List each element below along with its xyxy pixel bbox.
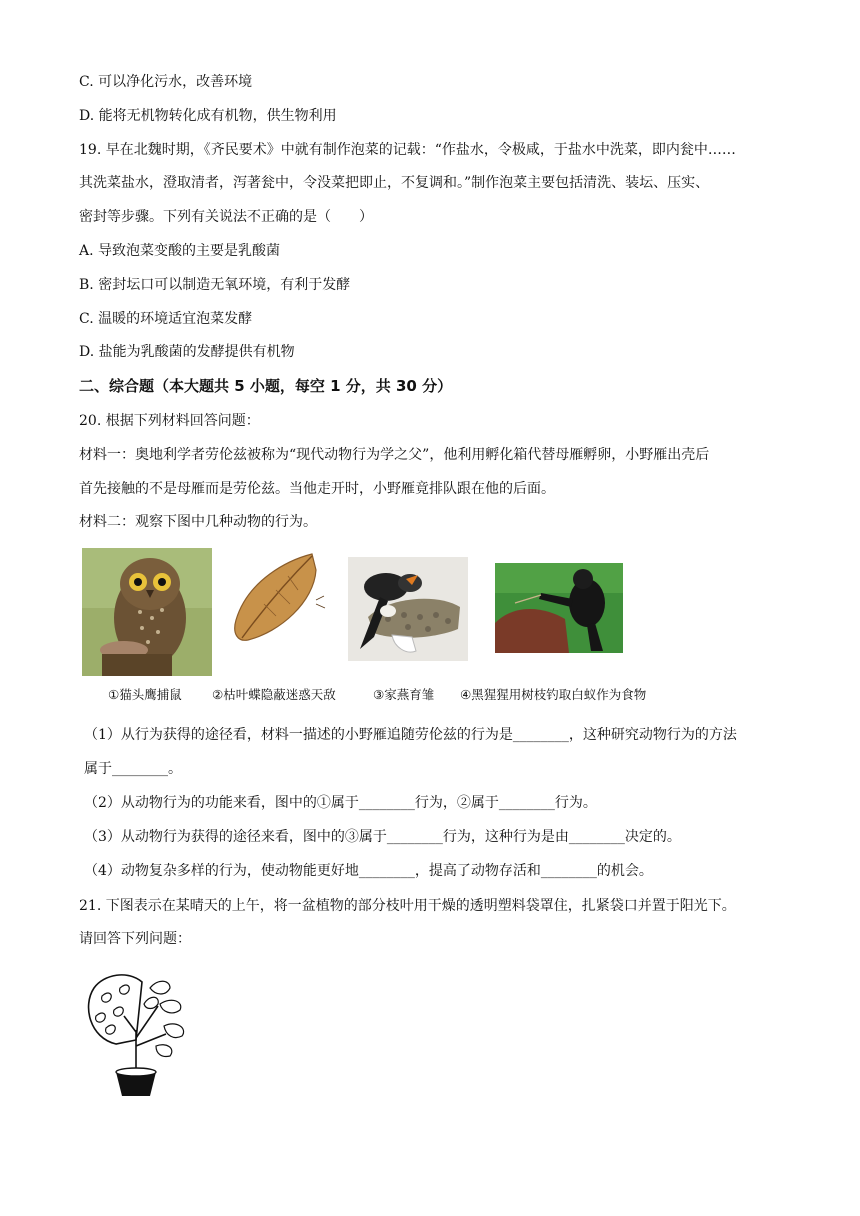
caption-swallow: ③家燕育雏 (373, 687, 435, 702)
chimpanzee-photo (495, 563, 623, 653)
q21-stem-line2: 请回答下列问题： (79, 931, 191, 947)
caption-chimpanzee: ④黑猩猩用树枝钓取白蚁作为食物 (460, 687, 647, 702)
q19-option-c: C. 温暖的环境适宜泡菜发酵 (79, 311, 253, 327)
owl-photo (82, 548, 212, 676)
q19-stem-line1: 19. 早在北魏时期，《齐民要术》中就有制作泡菜的记载：“作盐水，令极咸，于盐水中洗菜，即内瓮中…… (79, 142, 736, 158)
butterfly-leaf-photo (228, 550, 326, 646)
q20-part4: （4）动物复杂多样的行为，使动物能更好地________，提高了动物存活和________的机会。 (84, 863, 653, 879)
q19-stem-line2: 其洗菜盐水，澄取清者，泻著瓮中，令没菜把即止，不复调和。”制作泡菜主要包括清洗、装坛、压实、 (79, 175, 710, 191)
q20-material1-line2: 首先接触的不是母雁而是劳伦兹。当他走开时，小野雁竟排队跟在他的后面。 (79, 481, 555, 497)
potted-plant-bag-diagram (80, 966, 192, 1100)
caption-owl: ①猫头鹰捕鼠 (108, 687, 182, 702)
q20-material2: 材料二：观察下图中几种动物的行为。 (79, 514, 317, 530)
q20-material1-line1: 材料一：奥地利学者劳伦兹被称为“现代动物行为学之父”，他利用孵化箱代替母雁孵卵，小野雁出壳后 (79, 447, 710, 463)
swallow-nest-photo (348, 557, 468, 661)
q20-part1-line2: 属于________。 (84, 761, 182, 777)
q20-part1-line1: （1）从行为获得的途径看，材料一描述的小野雁追随劳伦兹的行为是________，这种研究动物行为的方法 (84, 727, 737, 743)
q18-option-c: C. 可以净化污水，改善环境 (79, 74, 253, 90)
section-title: 二、综合题（本大题共 5 小题，每空 1 分，共 30 分） (79, 377, 453, 395)
q20-part2: （2）从动物行为的功能来看，图中的①属于________行为，②属于________行为。 (84, 795, 597, 811)
q20-stem: 20. 根据下列材料回答问题： (79, 413, 260, 429)
q19-option-a: A. 导致泡菜变酸的主要是乳酸菌 (79, 243, 281, 259)
q21-stem-line1: 21. 下图表示在某晴天的上午，将一盆植物的部分枝叶用干燥的透明塑料袋罩住，扎紧袋口并置于阳光下。 (79, 898, 736, 914)
q19-option-b: B. 密封坛口可以制造无氧环境，有利于发酵 (79, 277, 351, 293)
q18-option-d: D. 能将无机物转化成有机物，供生物利用 (79, 108, 337, 124)
q20-part3: （3）从动物行为获得的途径来看，图中的③属于________行为，这种行为是由________决定的。 (84, 829, 681, 845)
caption-butterfly: ②枯叶蝶隐蔽迷惑天敌 (212, 687, 336, 702)
q19-stem-line3: 密封等步骤。下列有关说法不正确的是（ ） (79, 209, 373, 225)
q19-option-d: D. 盐能为乳酸菌的发酵提供有机物 (79, 344, 295, 360)
